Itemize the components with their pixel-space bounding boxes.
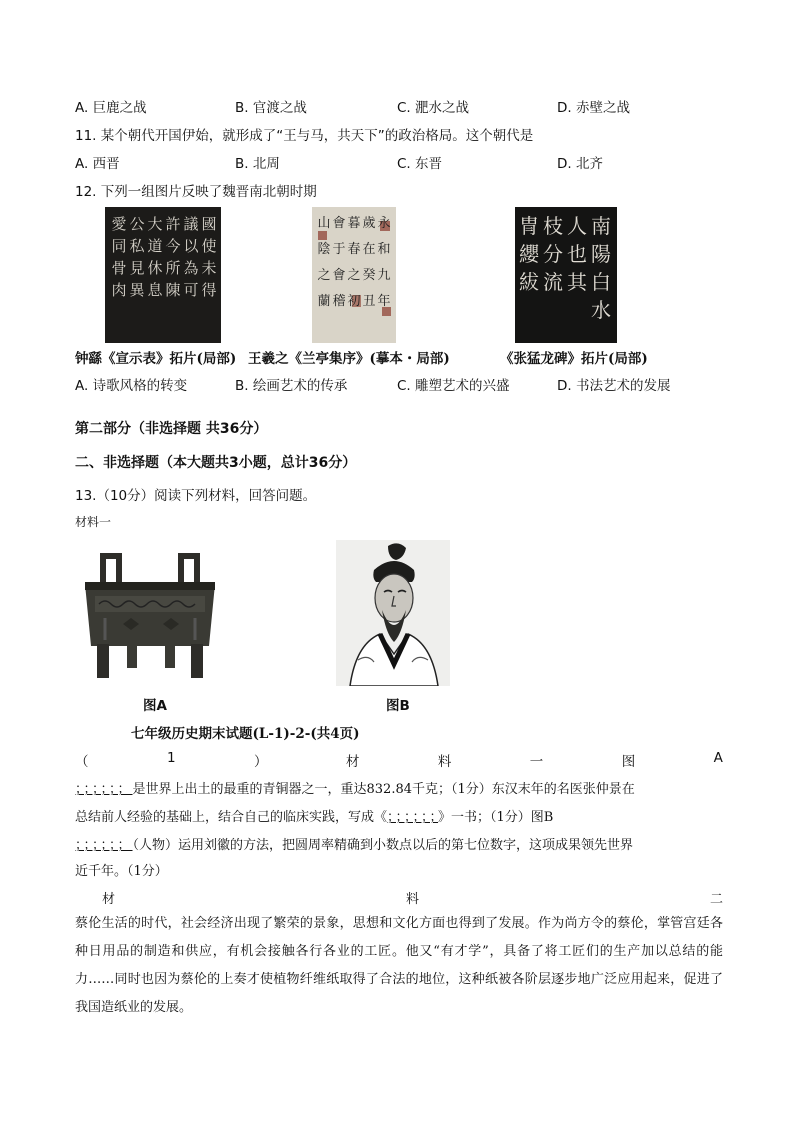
zhang-menglong-stele-image	[515, 207, 617, 343]
calligraphy-glyph: 歲	[362, 216, 376, 231]
part2-heading: 第二部分（非选择题 共36分）	[75, 421, 268, 437]
line1-part: A	[713, 750, 723, 766]
material2-part: 材	[102, 892, 116, 907]
calligraphy-glyph: 其	[567, 270, 587, 294]
material2-part: 二	[709, 892, 723, 907]
calligraphy-glyph: 私	[129, 237, 145, 255]
line1-part: ）	[253, 754, 268, 770]
calligraphy-glyph: 得	[201, 281, 217, 299]
calligraphy-glyph: 在	[362, 242, 376, 257]
calligraphy-glyph: 息	[147, 281, 163, 299]
material2-label	[102, 888, 723, 907]
q10-option-a: A. 巨鹿之战	[75, 100, 147, 116]
answer-blank-3[interactable]: ；；；；；；	[75, 838, 133, 853]
q11-stem: 11. 某个朝代开国伊始，就形成了“王与马，共天下”的政治格局。这个朝代是	[75, 128, 534, 144]
line1-part: 图	[621, 754, 636, 770]
calligraphy-glyph: 可	[183, 281, 199, 299]
calligraphy-glyph: 南	[591, 214, 611, 238]
q10-option-d: D. 赤壁之战	[557, 100, 630, 116]
figure-b-label: 图B	[386, 698, 410, 714]
section2-heading: 二、非选择题（本大题共3小题，总计36分）	[75, 455, 357, 471]
calligraphy-glyph: 今	[165, 237, 181, 255]
q12-stem: 12. 下列一组图片反映了魏晋南北朝时期	[75, 184, 317, 200]
caption-wang-xizhi: 王羲之《兰亭集序》(摹本・局部)	[248, 351, 450, 367]
calligraphy-glyph: 會	[332, 268, 346, 283]
calligraphy-glyph: 之	[317, 268, 331, 283]
calligraphy-glyph: 公	[129, 215, 145, 233]
calligraphy-glyph: 之	[347, 268, 361, 283]
calligraphy-glyph: 初	[347, 294, 361, 309]
q13-line4	[75, 834, 633, 853]
line1-part: 一	[529, 754, 544, 770]
lanting-preface-image	[312, 207, 396, 343]
material1-label: 材料一	[75, 515, 112, 529]
calligraphy-glyph: 癸	[362, 268, 376, 283]
calligraphy-glyph: 陳	[165, 281, 181, 299]
calligraphy-glyph: 紱	[519, 270, 539, 294]
calligraphy-glyph: 分	[543, 242, 563, 266]
calligraphy-glyph: 白	[591, 270, 611, 294]
calligraphy-glyph: 使	[201, 237, 217, 255]
q10-option-b: B. 官渡之战	[235, 100, 307, 116]
q13-line1	[75, 750, 723, 770]
calligraphy-glyph: 陰	[317, 242, 331, 257]
calligraphy-glyph: 枝	[543, 214, 563, 238]
calligraphy-glyph: 骨	[111, 259, 127, 277]
line3-text-b: 》一书；（1分）图B	[438, 810, 554, 825]
calligraphy-glyph: 纓	[519, 242, 539, 266]
q13-line3	[75, 806, 553, 825]
q11-option-c: C. 东晋	[397, 156, 443, 172]
q12-option-b: B. 绘画艺术的传承	[235, 378, 348, 394]
calligraphy-glyph: 也	[567, 242, 587, 266]
calligraphy-glyph: 九	[377, 268, 391, 283]
q11-option-b: B. 北周	[235, 156, 280, 172]
line1-part: （	[75, 754, 89, 770]
calligraphy-glyph: 愛	[111, 215, 127, 233]
calligraphy-glyph: 為	[183, 259, 199, 277]
calligraphy-glyph: 人	[567, 214, 587, 238]
line1-part: 1	[166, 750, 176, 766]
calligraphy-glyph: 異	[129, 281, 145, 299]
q10-option-c: C. 淝水之战	[397, 100, 470, 116]
page-footer: 七年级历史期末试题(L-1)-2-(共4页)	[131, 726, 360, 742]
answer-blank-2[interactable]: ；；；；；；	[387, 810, 439, 825]
figure-a-bronze-ding	[75, 548, 225, 684]
calligraphy-glyph: 休	[147, 259, 163, 277]
calligraphy-glyph: 水	[591, 298, 611, 322]
q11-option-d: D. 北齐	[557, 156, 603, 172]
calligraphy-glyph: 暮	[347, 216, 361, 231]
q13-line5: 近千年。（1分）	[75, 864, 168, 879]
line2-text: 是世界上出土的最重的青铜器之一，重达832.84千克；（1分）东汉末年的名医张仲景在	[132, 782, 635, 797]
calligraphy-glyph: 蘭	[317, 294, 331, 309]
calligraphy-glyph: 年	[377, 294, 391, 309]
calligraphy-glyph: 流	[543, 270, 563, 294]
calligraphy-glyph: 以	[183, 237, 199, 255]
calligraphy-glyph: 國	[201, 215, 217, 233]
line1-part: 料	[437, 754, 452, 770]
calligraphy-glyph: 永	[377, 216, 391, 231]
q13-line2	[75, 778, 635, 797]
q13-stem: 13.（10分）阅读下列材料，回答问题。	[75, 488, 317, 504]
q12-option-c: C. 雕塑艺术的兴盛	[397, 378, 510, 394]
calligraphy-glyph: 陽	[591, 242, 611, 266]
calligraphy-glyph: 和	[377, 242, 391, 257]
calligraphy-glyph: 未	[201, 259, 217, 277]
calligraphy-glyph: 春	[347, 242, 361, 257]
q12-option-d: D. 书法艺术的发展	[557, 378, 671, 394]
figure-a-label: 图A	[143, 698, 167, 714]
material2-paragraph: 蔡伦生活的时代，社会经济出现了繁荣的景象，思想和文化方面也得到了发展。作为尚方令的蔡伦，掌管宫廷各种日用品的制造和供应，有机会接触各行各业的工匠。他又“有才学”，具备了将工匠们的生产加以总结的能力……同时也因为蔡伦的上奏才使植物纤维纸取得了合法的地位，这种纸被各阶层逐步地广泛应用起来，促进了我国造纸业的发展。	[75, 916, 723, 1015]
calligraphy-glyph: 許	[165, 215, 181, 233]
q12-option-a: A. 诗歌风格的转变	[75, 378, 188, 394]
calligraphy-glyph: 見	[129, 259, 145, 277]
calligraphy-glyph: 于	[332, 242, 346, 257]
zhong-yao-rubbing-image	[105, 207, 221, 343]
q11-option-a: A. 西晋	[75, 156, 120, 172]
calligraphy-columns-2	[312, 207, 396, 343]
calligraphy-glyph: 道	[147, 237, 163, 255]
calligraphy-glyph: 肉	[111, 281, 127, 299]
calligraphy-columns-1	[105, 207, 221, 343]
calligraphy-glyph: 議	[183, 215, 199, 233]
figure-b-portrait	[336, 540, 450, 686]
caption-zhang-menglong: 《张猛龙碑》拓片(局部)	[500, 351, 648, 367]
calligraphy-glyph: 大	[147, 215, 163, 233]
caption-zhong-yao: 钟繇《宣示表》拓片(局部)	[75, 351, 237, 367]
calligraphy-glyph: 稽	[332, 294, 346, 309]
calligraphy-glyph: 會	[332, 216, 346, 231]
calligraphy-glyph: 丑	[362, 294, 376, 309]
calligraphy-glyph: 同	[111, 237, 127, 255]
calligraphy-glyph: 冑	[519, 214, 539, 238]
line3-text-a: 总结前人经验的基础上，结合自己的临床实践，写成《	[75, 810, 388, 825]
material2-part: 料	[405, 892, 419, 907]
calligraphy-columns-3	[515, 207, 617, 343]
seal-stamp-1	[318, 231, 327, 240]
line1-part: 材	[345, 754, 360, 770]
calligraphy-glyph: 所	[165, 259, 181, 277]
answer-blank-1[interactable]: ；；；；；；	[75, 782, 133, 797]
calligraphy-glyph: 山	[317, 216, 331, 231]
line4-text: （人物）运用刘徽的方法，把圆周率精确到小数点以后的第七位数字，这项成果领先世界	[132, 838, 634, 853]
